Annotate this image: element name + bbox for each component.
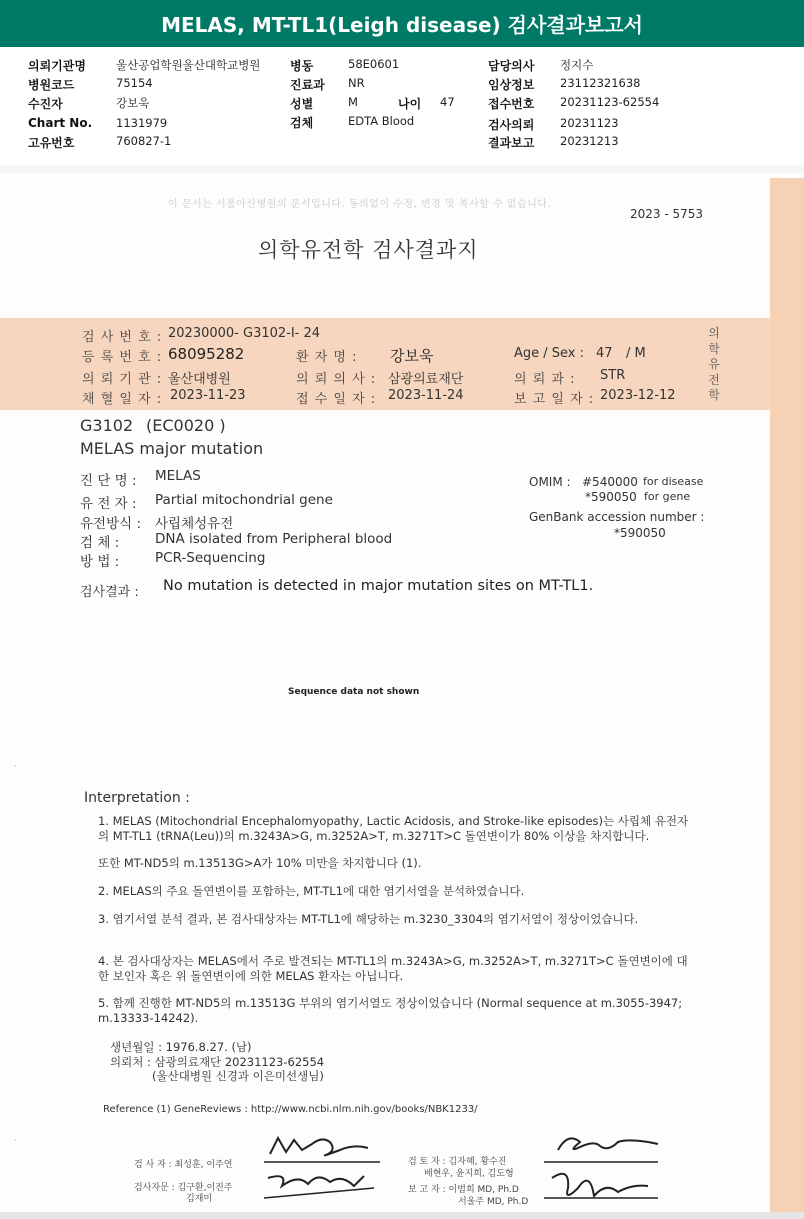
reg-no: 68095282 [168,345,245,363]
reviewer-names: 배현우, 윤지희, 김도형 [424,1169,514,1179]
page-edge-strip [770,178,804,1213]
age-value: 47 [596,346,613,361]
draw-date: 2023-11-23 [170,388,246,403]
field-label: 검 체 : [80,535,120,551]
patient-name: 강보욱 [390,347,434,365]
report-title: MELAS, MT-TL1(Leigh disease) 검사결과보고서 [0,0,804,47]
birth-date: 생년월일 : 1976.8.27. (남) [110,1040,252,1054]
side-vertical-label [706,326,722,404]
genbank-label: GenBank accession number : [529,510,705,524]
dept-value: STR [600,368,626,383]
header-value: 정지수 [560,58,594,72]
side-char: 전 [708,372,720,387]
field-value: MELAS [155,468,201,484]
header-label: 결과보고 [488,136,535,150]
field-label: 진 단 명 : [80,473,137,489]
header-value: 760827-1 [116,134,172,148]
result-text: No mutation is detected in major mutation sites on MT-TL1. [163,578,594,594]
header-info-panel [0,47,804,167]
header-value: 20231123 [560,116,619,130]
omim-gene: *590050 [585,490,637,504]
header-label: 병원코드 [28,78,75,92]
header-value: M [348,95,358,109]
exam-no-label: 검 사 번 호 : [82,330,163,345]
advisor-label: 검사자문 : 김구환,이진주 [134,1183,233,1193]
header-label: 임상정보 [488,78,535,92]
document-number: 2023 - 5753 [630,207,704,221]
referrer-detail: (울산대병원 신경과 이은미선생님) [152,1069,324,1083]
referrer: 의뢰처 : 삼광의료재단 20231123-62554 [110,1055,325,1069]
interpretation-item: 3. 염기서열 분석 결과, 본 검사대상자는 MT-TL1에 해당하는 m.3230_3304의 염기서열이 정상이었습니다. [98,912,639,926]
reporter-name: 서울주 MD, Ph.D [458,1197,529,1207]
header-label: 담당의사 [488,59,535,73]
result-label: 검사결과 : [80,585,139,600]
doctor-value: 삼광의료재단 [388,372,464,387]
header-label: 나이 [398,97,422,111]
header-value: 강보욱 [116,96,150,110]
watermark: 이 문서는 서울아산병원의 문서입니다. 동의없이 수정, 변경 및 복사할 수 없습니다. [168,199,552,210]
reference: Reference (1) GeneReviews : http://www.ncbi.nlm.nih.gov/books/NBK1233/ [103,1104,478,1115]
header-value: 울산공업학원울산대학교병원 [116,58,261,72]
test-name: MELAS major mutation [80,439,264,458]
header-value: 58E0601 [348,57,400,71]
field-value: DNA isolated from Peripheral blood [155,531,393,547]
test-code-alt: (EC0020 ) [146,416,226,435]
omim-gene-note: for gene [644,490,691,503]
header-value: 23112321638 [560,76,641,90]
advisor-name: 김재미 [186,1194,213,1204]
inst-value: 울산대병원 [168,372,231,387]
header-value: 20231123-62554 [560,95,660,109]
header-label: 검사의뢰 [488,118,535,132]
side-char: 의 [708,326,720,340]
interpretation-item: 5. 함께 진행한 MT-ND5의 m.13513G 부위의 염기서열도 정상이었습니다 (Normal sequence at m.3055-3947; m.13333-14242). [98,996,683,1025]
reg-no-label: 등 록 번 호 : [82,350,163,365]
reviewer-label: 검 토 자 : 김자혜, 황수진 [408,1157,507,1167]
test-code: G3102 [80,416,134,435]
bottom-separator [0,1212,804,1219]
side-char: 유 [708,357,720,371]
side-char: 학 [708,341,720,356]
examiner-signature [258,1128,388,1206]
interpretation-item: 또한 MT-ND5의 m.13513G>A가 10% 미만을 차지합니다 (1). [98,856,422,870]
edge-mark: · [14,1136,17,1145]
header-value: 1131979 [116,116,168,130]
interpretation-title: Interpretation : [84,790,190,806]
reporter-label: 보 고 자 : 이범희 MD, Ph.D [408,1185,519,1195]
header-label: 수진자 [28,97,63,111]
field-label: 방 법 : [80,554,120,570]
sequence-note: Sequence data not shown [288,687,420,697]
age-sex-label: Age / Sex : [514,346,585,361]
header-label: 의뢰기관명 [28,59,86,73]
header-value: NR [348,76,365,90]
report-date: 2023-12-12 [600,388,676,403]
header-label: 진료과 [290,78,325,92]
inst-label: 의 뢰 기 관 : [82,372,163,387]
header-value: 20231213 [560,134,619,148]
edge-mark: · [14,762,17,771]
interpretation-item: 2. MELAS의 주요 돌연변이를 포함하는, MT-TL1에 대한 염기서열을 분석하였습니다. [98,884,525,898]
doctor-label: 의 뢰 의 사 : [296,372,377,387]
separator [0,165,804,173]
field-value: PCR-Sequencing [155,550,266,566]
omim-label: OMIM : [529,475,571,489]
sex-value: / M [626,346,646,361]
examiner-label: 검 사 자 : 최성훈, 이주연 [134,1160,233,1170]
dept-label: 의 뢰 과 : [514,372,576,387]
header-label: 접수번호 [488,97,535,111]
patient-info-box [0,318,770,410]
side-char: 학 [708,388,720,402]
interpretation-item: 4. 본 검사대상자는 MELAS에서 주로 발견되는 MT-TL1의 m.3243A>G, m.3252A>T, m.3271T>C 돌연변이에 대한 보인자 혹은 위 돌연변이에 의한 MELAS 환자는 아닙니다. [98,954,688,983]
header-label: 검체 [290,116,314,130]
field-value: 사립체성유전 [155,516,234,532]
field-label: 유전방식 : [80,516,142,532]
field-value: Partial mitochondrial gene [155,492,333,508]
header-label: Chart No. [28,116,93,130]
recv-date-label: 접 수 일 자 : [296,392,377,407]
patient-name-label: 환 자 명 : [296,350,358,365]
omim-disease: #540000 [582,475,638,489]
header-value: 47 [440,95,455,109]
header-value: EDTA Blood [348,114,415,128]
interpretation-item: 1. MELAS (Mitochondrial Encephalomyopathy, Lactic Acidosis, and Stroke-like episodes)는 사립체 유전자의 MT-TL1 (tRNA(Leu))의 m.3243A>G, m.3252A>T, m.3271T>C 돌연변이가 80% 이상을 차지합니다. [98,814,689,843]
report-date-label: 보 고 일 자 : [514,392,595,407]
header-label: 성별 [290,97,314,111]
header-label: 병동 [290,59,314,73]
recv-date: 2023-11-24 [388,388,464,403]
omim-disease-note: for disease [643,475,704,488]
document-title: 의학유전학 검사결과지 [258,238,479,262]
reviewer-signature [538,1126,668,1212]
draw-date-label: 채 혈 일 자 : [82,392,163,407]
field-label: 유 전 자 : [80,496,137,512]
genbank-value: *590050 [614,526,666,540]
exam-no: 20230000- G3102-I- 24 [168,326,321,341]
header-label: 고유번호 [28,136,75,150]
header-value: 75154 [116,76,153,90]
